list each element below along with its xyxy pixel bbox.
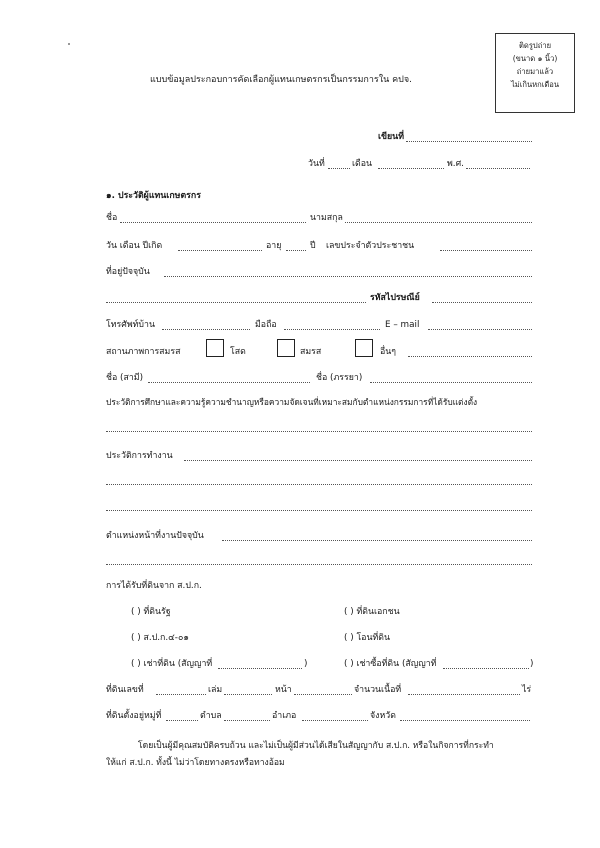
email-field[interactable] bbox=[428, 329, 532, 330]
age-label: อายุ bbox=[266, 241, 282, 251]
declaration-line1: โดยเป็นผู้มีคุณสมบัติครบถ้วน และไม่เป็นผู้มีส่วนได้เสียในสัญญากับ ส.ป.ก. หรือในกิจการที่กระทำ bbox=[138, 741, 494, 751]
date-month-field[interactable] bbox=[378, 168, 444, 169]
single-label: โสด bbox=[230, 347, 246, 357]
postal-code-label: รหัสไปรษณีย์ bbox=[370, 293, 420, 303]
tambon-label: ตำบล bbox=[200, 711, 222, 721]
married-label: สมรส bbox=[300, 347, 322, 357]
id-card-label: เลขประจำตัวประชาชน bbox=[326, 241, 415, 251]
spk-form-option[interactable]: ( ) ส.ป.ก.๔-๐๑ bbox=[131, 633, 189, 643]
amphoe-field[interactable] bbox=[302, 720, 368, 721]
date-day-label: วันที่ bbox=[308, 159, 325, 169]
transfer-option[interactable]: ( ) โอนที่ดิน bbox=[344, 633, 391, 643]
land-no-label: ที่ดินเลขที่ bbox=[106, 685, 144, 695]
written-at-field[interactable] bbox=[406, 141, 532, 142]
wife-name-label: ชื่อ (ภรรยา) bbox=[316, 373, 363, 383]
hire-purchase-contract-field[interactable] bbox=[443, 668, 529, 669]
current-position-label: ตำแหน่งหน้าที่งานปัจจุบัน bbox=[106, 531, 204, 541]
photo-box-line: ติดรูปถ่าย bbox=[518, 41, 552, 50]
area-field[interactable] bbox=[408, 694, 520, 695]
private-land-option[interactable]: ( ) ที่ดินเอกชน bbox=[344, 607, 400, 617]
single-checkbox[interactable] bbox=[206, 339, 224, 357]
date-day-field[interactable] bbox=[328, 168, 350, 169]
written-at-label: เขียนที่ bbox=[378, 132, 404, 142]
lease-option[interactable]: ( ) เช่าที่ดิน (สัญญาที่ bbox=[131, 659, 213, 669]
address-label: ที่อยู่ปัจจุบัน bbox=[106, 267, 150, 277]
education-label: ประวัติการศึกษาและความรู้ความชำนาญหรือความจัดเจนที่เหมาะสมกับตำแหน่งกรรมการที่ได้รับแต่งตั้ง bbox=[106, 397, 478, 407]
work-history-field-line2[interactable] bbox=[106, 484, 532, 485]
date-month-label: เดือน bbox=[352, 159, 373, 169]
id-card-field[interactable] bbox=[440, 250, 532, 251]
lease-close: ) bbox=[304, 659, 308, 669]
address-field[interactable] bbox=[164, 276, 532, 277]
photo-box bbox=[495, 33, 575, 113]
birth-date-label: วัน เดือน ปีเกิด bbox=[106, 241, 163, 251]
work-history-label: ประวัติการทำงาน bbox=[106, 451, 173, 461]
age-field[interactable] bbox=[286, 250, 306, 251]
tambon-field[interactable] bbox=[224, 720, 270, 721]
land-received-label: การได้รับที่ดินจาก ส.ป.ก. bbox=[106, 581, 202, 591]
work-history-field-line1[interactable] bbox=[184, 460, 532, 461]
date-year-field[interactable] bbox=[466, 168, 530, 169]
form-title: แบบข้อมูลประกอบการคัดเลือกผู้แทนเกษตรกรเป็นกรรมการใน คปจ. bbox=[150, 75, 413, 85]
section1-title: ๑. ประวัติผู้แทนเกษตรกร bbox=[106, 191, 201, 201]
other-label: อื่นๆ bbox=[380, 347, 397, 357]
scan-speck bbox=[68, 43, 70, 45]
volume-field[interactable] bbox=[224, 694, 272, 695]
postal-code-field[interactable] bbox=[432, 302, 532, 303]
home-phone-label: โทรศัพท์บ้าน bbox=[106, 320, 155, 330]
location-label: ที่ดินตั้งอยู่หมู่ที่ bbox=[106, 711, 162, 721]
rai-label: ไร่ bbox=[522, 685, 532, 695]
province-label: จังหวัด bbox=[370, 711, 396, 721]
hire-purchase-close: ) bbox=[530, 659, 534, 669]
other-checkbox[interactable] bbox=[355, 339, 373, 357]
photo-box-line: (ขนาด ๑ นิ้ว) bbox=[512, 54, 558, 63]
photo-box-line: ถ่ายมาแล้ว bbox=[516, 67, 554, 76]
declaration-line2: ให้แก่ ส.ป.ก. ทั้งนี้ ไม่ว่าโดยทางตรงหรือทางอ้อม bbox=[106, 758, 285, 768]
husband-name-field[interactable] bbox=[148, 382, 310, 383]
married-checkbox[interactable] bbox=[277, 339, 295, 357]
current-position-field-line2[interactable] bbox=[106, 564, 532, 565]
last-name-label: นามสกุล bbox=[310, 213, 343, 223]
birth-date-field[interactable] bbox=[178, 250, 262, 251]
volume-label: เล่ม bbox=[208, 685, 223, 695]
wife-name-field[interactable] bbox=[370, 382, 532, 383]
education-field-line1[interactable] bbox=[106, 431, 532, 432]
address-field-line2[interactable] bbox=[106, 302, 366, 303]
other-field[interactable] bbox=[408, 356, 532, 357]
email-label: E – mail bbox=[385, 320, 420, 330]
first-name-field[interactable] bbox=[120, 222, 306, 223]
area-label: จำนวนเนื้อที่ bbox=[354, 685, 402, 695]
province-field[interactable] bbox=[400, 720, 530, 721]
husband-name-label: ชื่อ (สามี) bbox=[106, 373, 144, 383]
last-name-field[interactable] bbox=[345, 222, 532, 223]
state-land-option[interactable]: ( ) ที่ดินรัฐ bbox=[131, 607, 171, 617]
mobile-label: มือถือ bbox=[255, 320, 277, 330]
marital-status-label: สถานภาพการสมรส bbox=[106, 347, 181, 357]
lease-contract-field[interactable] bbox=[218, 668, 302, 669]
mobile-field[interactable] bbox=[284, 329, 380, 330]
hire-purchase-option[interactable]: ( ) เช่าซื้อที่ดิน (สัญญาที่ bbox=[344, 659, 437, 669]
page-label: หน้า bbox=[275, 685, 292, 695]
work-history-field-line3[interactable] bbox=[106, 510, 532, 511]
amphoe-label: อำเภอ bbox=[272, 711, 297, 721]
home-phone-field[interactable] bbox=[162, 329, 250, 330]
first-name-label: ชื่อ bbox=[106, 213, 118, 223]
date-year-label: พ.ศ. bbox=[447, 159, 464, 169]
current-position-field-line1[interactable] bbox=[222, 540, 532, 541]
age-unit-label: ปี bbox=[310, 241, 316, 251]
page-field[interactable] bbox=[294, 694, 352, 695]
village-field[interactable] bbox=[166, 720, 198, 721]
photo-box-line: ไม่เกินหกเดือน bbox=[510, 80, 560, 89]
land-no-field[interactable] bbox=[156, 694, 206, 695]
